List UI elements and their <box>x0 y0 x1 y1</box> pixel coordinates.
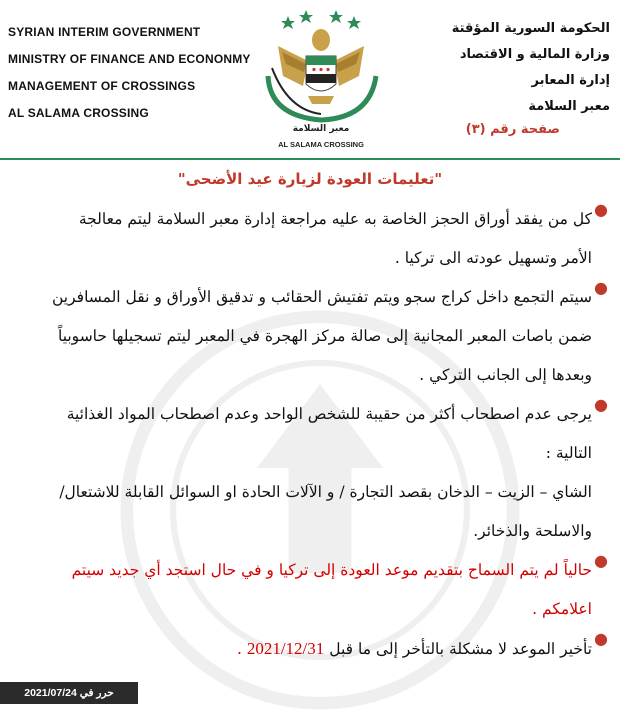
logo-name-ar: معبر السلامة <box>292 124 350 134</box>
page-number: صفحة رقم (٣) <box>465 122 560 137</box>
bullet-icon: ● <box>594 278 608 297</box>
bullet-icon: ● <box>594 200 608 219</box>
item-line: الشاي – الزيت – الدخان بقصد التجارة / و الآلات الحادة او السوائل القابلة للاشتعال/ <box>59 483 592 501</box>
header-ar-line4: معبر السلامة <box>528 99 610 114</box>
bullet-icon: ● <box>594 395 608 414</box>
header-en-line1: SYRIAN INTERIM GOVERNMENT <box>8 25 201 39</box>
deadline-text: تأخير الموعد لا مشكلة بالتأخر إلى ما قبل <box>329 640 592 658</box>
item-line: وبعدها إلى الجانب التركي . <box>419 366 592 384</box>
bullet-icon: ● <box>594 629 608 648</box>
header-ar-line2: وزارة المالية و الاقتصاد <box>459 47 610 62</box>
header-ar <box>390 18 610 122</box>
item-line: يرجى عدم اصطحاب أكثر من حقيبة للشخص الواحد وعدم اصطحاب المواد الغذائية <box>66 405 592 423</box>
header-ar-line3: إدارة المعابر <box>531 73 610 88</box>
item-line: حالياً لم يتم السماح بتقديم موعد العودة إلى تركيا و في حال استجد أي جديد سيتم <box>71 561 592 579</box>
header-en-line2: MINISTRY OF FINANCE AND ECONONMY <box>8 52 251 66</box>
instruction-item-3 <box>22 395 608 551</box>
issue-date-footer: حرر في 2021/07/24 <box>0 682 138 704</box>
instruction-item-5 <box>22 629 608 669</box>
instruction-item-1 <box>22 200 608 278</box>
item-line: التالية : <box>545 444 592 462</box>
logo-name-en: AL SALAMA CROSSING <box>278 140 364 149</box>
bullet-icon: ● <box>594 551 608 570</box>
header-ar-line1: الحكومة السورية المؤقتة <box>451 21 610 36</box>
instructions-body <box>22 200 608 669</box>
header-divider <box>0 158 620 160</box>
item-line <box>22 629 592 669</box>
header-en <box>8 22 268 130</box>
item-line: ضمن باصات المعبر المجانية إلى صالة مركز الهجرة في المعبر ليتم تسجيلها حاسوبياً <box>57 327 592 345</box>
header-en-line3: MANAGEMENT OF CROSSINGS <box>8 79 196 93</box>
item-line: اعلامكم . <box>532 600 592 618</box>
item-line: والاسلحة والذخائر. <box>473 522 592 540</box>
item-line: كل من يفقد أوراق الحجز الخاصة به عليه مراجعة إدارة معبر السلامة ليتم معالجة <box>78 210 592 228</box>
item-line: الأمر وتسهيل عودته الى تركيا . <box>394 249 592 267</box>
instruction-item-2 <box>22 278 608 395</box>
header-en-line4: AL SALAMA CROSSING <box>8 106 149 120</box>
crossing-logo <box>258 6 384 156</box>
document-title: "تعليمات العودة لزيارة عيد الأضحى" <box>177 170 443 188</box>
instruction-item-4 <box>22 551 608 629</box>
item-line: سيتم التجمع داخل كراج سجو ويتم تفتيش الحقائب و تدقيق الأوراق و نقل المسافرين <box>52 288 592 306</box>
eagle-emblem-icon <box>258 6 384 124</box>
deadline-trail: . <box>236 640 247 658</box>
deadline-date: 2021/12/31 <box>246 639 325 658</box>
